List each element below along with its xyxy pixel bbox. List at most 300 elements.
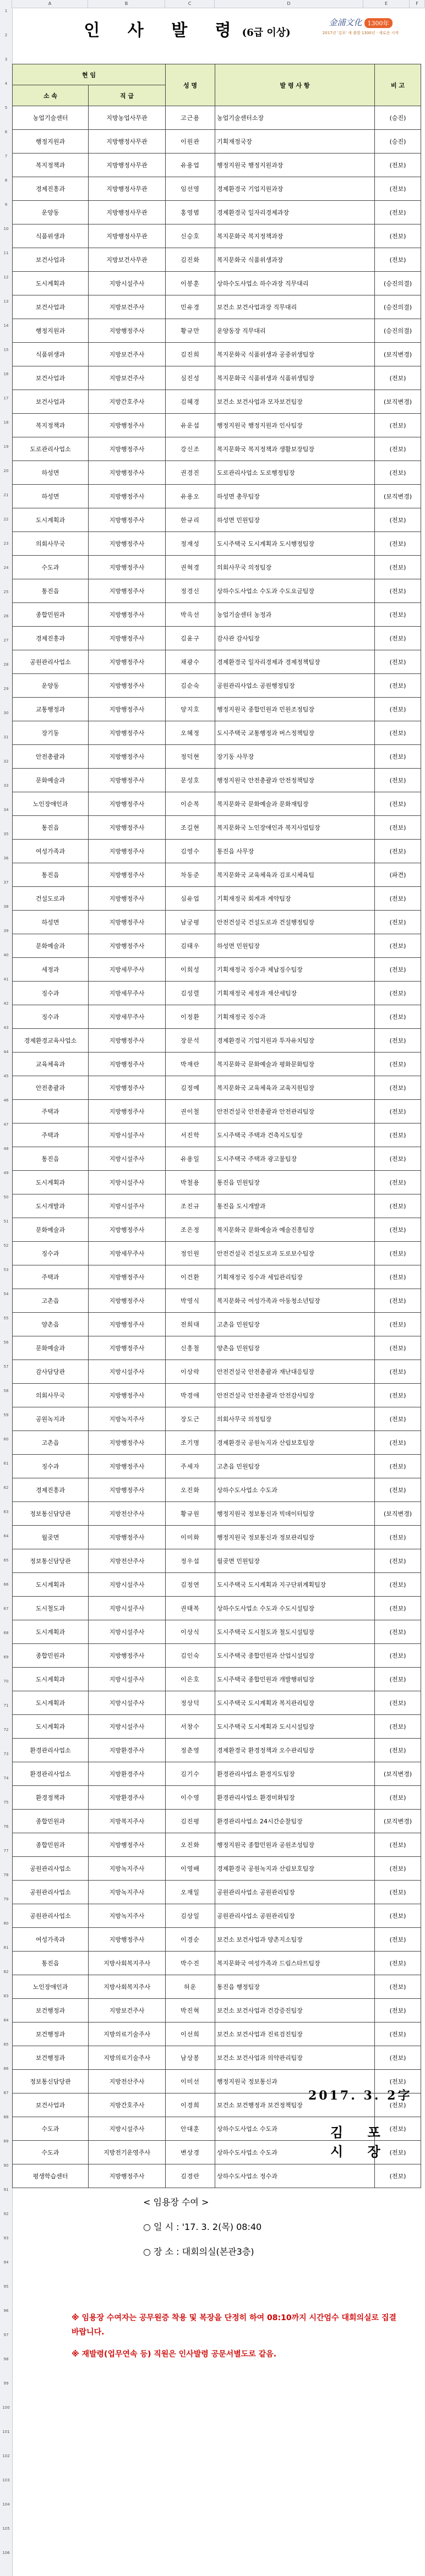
cell-remarks[interactable]: (전보) (375, 1053, 421, 1076)
cell-dept[interactable]: 보건사업과 (13, 248, 89, 272)
row-number[interactable]: 27 (3, 638, 9, 643)
cell-remarks[interactable]: (전보) (375, 1289, 421, 1313)
cell-rank[interactable]: 지방시설주사 (89, 1123, 166, 1147)
cell-name[interactable]: 허운 (166, 1975, 215, 1999)
cell-pos[interactable]: 기획재정국 세정과 재산세팀장 (215, 982, 375, 1005)
cell-rank[interactable]: 지방세무주사 (89, 982, 166, 1005)
row-number[interactable]: 100 (2, 2405, 10, 2410)
cell-pos[interactable]: 환경관리사업소 환경미화팀장 (215, 1786, 375, 1810)
cell-dept[interactable]: 평생학습센터 (13, 2164, 89, 2188)
cell-rank[interactable]: 지방보건주사 (89, 366, 166, 390)
cell-dept[interactable]: 하성면 (13, 485, 89, 508)
cell-dept[interactable]: 정보통신담당관 (13, 1502, 89, 1526)
cell-remarks[interactable]: (전보) (375, 1715, 421, 1739)
cell-name[interactable]: 박재란 (166, 1053, 215, 1076)
cell-name[interactable]: 황규만 (166, 319, 215, 343)
cell-dept[interactable]: 보건행정과 (13, 2046, 89, 2070)
cell-name[interactable]: 이정환 (166, 1005, 215, 1029)
cell-dept[interactable]: 정보통신담당관 (13, 1549, 89, 1573)
cell-rank[interactable]: 지방행정주사 (89, 627, 166, 650)
cell-rank[interactable]: 지방행정주사 (89, 887, 166, 911)
cell-rank[interactable]: 지방행정사무관 (89, 177, 166, 201)
cell-rank[interactable]: 지방시설주사 (89, 1194, 166, 1218)
cell-remarks[interactable]: (전보) (375, 1739, 421, 1762)
row-number[interactable]: 16 (3, 372, 9, 376)
cell-name[interactable]: 민유경 (166, 295, 215, 319)
row-number[interactable]: 5 (4, 106, 8, 110)
row-number[interactable]: 102 (2, 2454, 10, 2458)
cell-pos[interactable]: 도시주택국 도시철도과 철도시설팀장 (215, 1620, 375, 1644)
cell-dept[interactable]: 복지정책과 (13, 154, 89, 177)
cell-remarks[interactable]: (전보) (375, 792, 421, 816)
cell-pos[interactable]: 행정지원국 행정지원과 인사팀장 (215, 414, 375, 437)
cell-dept[interactable]: 공원녹지과 (13, 1407, 89, 1431)
cell-dept[interactable]: 노인장애인과 (13, 1975, 89, 1999)
cell-remarks[interactable]: (보직변경) (375, 343, 421, 366)
cell-name[interactable]: 권태복 (166, 1597, 215, 1620)
cell-rank[interactable]: 지방농업사무관 (89, 106, 166, 130)
column-letter[interactable]: C (165, 0, 215, 8)
cell-pos[interactable]: 행정지원국 정보통신과 빅데이터팀장 (215, 1502, 375, 1526)
cell-pos[interactable]: 복지문화국 문화예술과 평화문화팀장 (215, 1053, 375, 1076)
cell-remarks[interactable]: (전보) (375, 1336, 421, 1360)
row-number[interactable]: 92 (3, 2212, 9, 2216)
row-number[interactable]: 86 (3, 2067, 9, 2071)
cell-rank[interactable]: 지방행정주사 (89, 840, 166, 863)
row-number[interactable]: 29 (3, 687, 9, 691)
cell-name[interactable]: 박영식 (166, 1289, 215, 1313)
cell-remarks[interactable]: (승진의결) (375, 272, 421, 295)
cell-dept[interactable]: 통진읍 (13, 863, 89, 887)
row-number[interactable]: 104 (2, 2502, 10, 2507)
cell-pos[interactable]: 복지문화국 노인장애인과 복지사업팀장 (215, 816, 375, 840)
cell-remarks[interactable]: (전보) (375, 579, 421, 603)
select-all-corner[interactable] (0, 0, 12, 8)
cell-remarks[interactable]: (승진) (375, 106, 421, 130)
cell-dept[interactable]: 도시계획과 (13, 1573, 89, 1597)
cell-pos[interactable]: 의회사무국 의정팀장 (215, 556, 375, 579)
row-number[interactable]: 22 (3, 517, 9, 522)
cell-rank[interactable]: 지방전산주사 (89, 2070, 166, 2093)
cell-name[interactable]: 황규원 (166, 1502, 215, 1526)
row-number[interactable]: 96 (3, 2309, 9, 2313)
row-number[interactable]: 94 (3, 2260, 9, 2265)
row-number[interactable]: 50 (3, 1195, 9, 1199)
cell-remarks[interactable]: (전보) (375, 887, 421, 911)
cell-pos[interactable]: 보건소 보건사업과 모자보건팀장 (215, 390, 375, 414)
cell-rank[interactable]: 지방행정사무관 (89, 130, 166, 154)
row-number[interactable]: 43 (3, 1026, 9, 1030)
cell-remarks[interactable]: (전보) (375, 414, 421, 437)
cell-name[interactable]: 권경진 (166, 461, 215, 485)
cell-dept[interactable]: 수도과 (13, 2117, 89, 2141)
cell-pos[interactable]: 환경관리사업소 24시간순찰팀장 (215, 1810, 375, 1833)
row-number[interactable]: 9 (4, 202, 8, 207)
cell-pos[interactable]: 경제환경국 일자리경제과장 (215, 201, 375, 224)
cell-remarks[interactable]: (전보) (375, 1313, 421, 1336)
cell-remarks[interactable]: (전보) (375, 1526, 421, 1549)
cell-name[interactable]: 남궁평 (166, 911, 215, 934)
row-number[interactable]: 78 (3, 1873, 9, 1877)
cell-remarks[interactable]: (전보) (375, 1952, 421, 1975)
cell-name[interactable]: 유운섭 (166, 414, 215, 437)
cell-name[interactable]: 김영수 (166, 840, 215, 863)
cell-remarks[interactable]: (전보) (375, 2023, 421, 2046)
cell-dept[interactable]: 징수과 (13, 982, 89, 1005)
cell-name[interactable]: 홍영범 (166, 201, 215, 224)
row-number[interactable]: 28 (3, 662, 9, 667)
cell-pos[interactable]: 복지문화국 문화예술과 문화재팀장 (215, 792, 375, 816)
cell-pos[interactable]: 상하수도사업소 수도과 수도시설팀장 (215, 1597, 375, 1620)
cell-dept[interactable]: 주택과 (13, 1123, 89, 1147)
cell-rank[interactable]: 지방행정주사 (89, 461, 166, 485)
cell-remarks[interactable]: (전보) (375, 2093, 421, 2117)
cell-rank[interactable]: 지방전산주사 (89, 1549, 166, 1573)
cell-name[interactable]: 김정예 (166, 1076, 215, 1100)
header-rank[interactable]: 직 급 (89, 85, 166, 106)
cell-name[interactable]: 문성호 (166, 769, 215, 792)
cell-dept[interactable]: 공원관리사업소 (13, 1881, 89, 1904)
cell-rank[interactable]: 지방세무주사 (89, 958, 166, 982)
cell-pos[interactable]: 기획재정국 징수과 (215, 1005, 375, 1029)
cell-rank[interactable]: 지방행정주사 (89, 1644, 166, 1668)
row-number[interactable]: 75 (3, 1800, 9, 1805)
row-number[interactable]: 89 (3, 2139, 9, 2144)
cell-name[interactable]: 정상덕 (166, 1691, 215, 1715)
cell-dept[interactable]: 보건행정과 (13, 2023, 89, 2046)
row-number[interactable]: 4 (4, 81, 8, 86)
cell-remarks[interactable]: (보직변경) (375, 390, 421, 414)
cell-pos[interactable]: 경제환경국 공원녹지과 산림보호팀장 (215, 1431, 375, 1455)
cell-pos[interactable]: 환경관리사업소 환경지도팀장 (215, 1762, 375, 1786)
cell-name[interactable]: 김상일 (166, 1904, 215, 1928)
cell-pos[interactable]: 기획재정국 징수과 체납징수팀장 (215, 958, 375, 982)
cell-pos[interactable]: 양촌읍 민원팀장 (215, 1336, 375, 1360)
cell-remarks[interactable]: (전보) (375, 745, 421, 769)
row-number[interactable]: 103 (2, 2478, 10, 2482)
cell-rank[interactable]: 지방행정주사 (89, 2164, 166, 2188)
cell-pos[interactable]: 통진읍 민원팀장 (215, 1171, 375, 1194)
cell-remarks[interactable]: (전보) (375, 721, 421, 745)
header-dept[interactable]: 소 속 (13, 85, 89, 106)
cell-remarks[interactable]: (전보) (375, 366, 421, 390)
cell-rank[interactable]: 지방간호주사 (89, 390, 166, 414)
cell-name[interactable]: 신승호 (166, 224, 215, 248)
cell-dept[interactable]: 보건사업과 (13, 366, 89, 390)
cell-dept[interactable]: 도시계획과 (13, 508, 89, 532)
cell-dept[interactable]: 안전총괄과 (13, 1076, 89, 1100)
cell-pos[interactable]: 기획재정국 회계과 계약팀장 (215, 887, 375, 911)
cell-name[interactable]: 장문석 (166, 1029, 215, 1053)
column-letter[interactable]: B (88, 0, 165, 8)
cell-dept[interactable]: 운양동 (13, 674, 89, 698)
cell-name[interactable]: 정경신 (166, 579, 215, 603)
cell-remarks[interactable]: (전보) (375, 1360, 421, 1384)
cell-rank[interactable]: 지방사회복지주사 (89, 1952, 166, 1975)
cell-remarks[interactable]: (전보) (375, 1644, 421, 1668)
cell-remarks[interactable]: (전보) (375, 1123, 421, 1147)
cell-dept[interactable]: 도시개발과 (13, 1194, 89, 1218)
cell-name[interactable]: 이선희 (166, 2023, 215, 2046)
cell-dept[interactable]: 종합민원과 (13, 1644, 89, 1668)
cell-rank[interactable]: 지방행정주사 (89, 1431, 166, 1455)
cell-pos[interactable]: 행정지원국 종합민원과 민원조정팀장 (215, 698, 375, 721)
row-number[interactable]: 65 (3, 1558, 9, 1563)
cell-dept[interactable]: 세정과 (13, 958, 89, 982)
cell-rank[interactable]: 지방행정주사 (89, 721, 166, 745)
row-number[interactable]: 81 (3, 1945, 9, 1950)
cell-dept[interactable]: 도시계획과 (13, 1620, 89, 1644)
cell-pos[interactable]: 복지문화국 교육체육과 교육지원팀장 (215, 1076, 375, 1100)
cell-dept[interactable]: 문화예술과 (13, 934, 89, 958)
cell-name[interactable]: 이상락 (166, 1360, 215, 1384)
cell-remarks[interactable]: (승진의결) (375, 295, 421, 319)
cell-remarks[interactable]: (승진) (375, 130, 421, 154)
cell-pos[interactable]: 보건소 보건행정과 보건정책팀장 (215, 2093, 375, 2117)
cell-dept[interactable]: 양촌읍 (13, 1313, 89, 1336)
row-number[interactable]: 15 (3, 348, 9, 352)
row-number[interactable]: 32 (3, 759, 9, 764)
cell-rank[interactable]: 지방행정주사 (89, 485, 166, 508)
cell-rank[interactable]: 지방행정사무관 (89, 201, 166, 224)
cell-dept[interactable]: 주택과 (13, 1265, 89, 1289)
cell-remarks[interactable]: (전보) (375, 248, 421, 272)
row-number[interactable]: 46 (3, 1098, 9, 1103)
row-number[interactable]: 56 (3, 1340, 9, 1345)
cell-name[interactable]: 장도근 (166, 1407, 215, 1431)
cell-rank[interactable]: 지방행정주사 (89, 911, 166, 934)
cell-rank[interactable]: 지방행정주사 (89, 698, 166, 721)
row-number[interactable]: 85 (3, 2042, 9, 2047)
cell-pos[interactable]: 하성면 민원팀장 (215, 508, 375, 532)
cell-name[interactable]: 유용일 (166, 1147, 215, 1171)
cell-rank[interactable]: 지방행정주사 (89, 1833, 166, 1857)
cell-rank[interactable]: 지방행정주사 (89, 934, 166, 958)
cell-pos[interactable]: 고촌읍 민원팀장 (215, 1313, 375, 1336)
cell-rank[interactable]: 지방시설주사 (89, 1668, 166, 1691)
cell-name[interactable]: 권혁경 (166, 556, 215, 579)
cell-name[interactable]: 김인숙 (166, 1644, 215, 1668)
cell-pos[interactable]: 복지문화국 교육체육과 김포시체육팀 (215, 863, 375, 887)
cell-pos[interactable]: 행정지원국 정보통신과 정보관리팀장 (215, 1526, 375, 1549)
cell-remarks[interactable]: (전보) (375, 1407, 421, 1431)
cell-name[interactable]: 박경애 (166, 1384, 215, 1407)
cell-rank[interactable]: 지방시설주사 (89, 1360, 166, 1384)
cell-name[interactable]: 양지호 (166, 698, 215, 721)
cell-remarks[interactable]: (전보) (375, 532, 421, 556)
row-number[interactable]: 61 (3, 1461, 9, 1466)
row-number[interactable]: 1 (4, 9, 8, 13)
header-order[interactable]: 발 령 사 항 (215, 64, 375, 106)
cell-rank[interactable]: 지방시설주사 (89, 1715, 166, 1739)
cell-name[interactable]: 주세자 (166, 1455, 215, 1478)
row-number[interactable]: 62 (3, 1486, 9, 1490)
cell-name[interactable]: 김기수 (166, 1762, 215, 1786)
cell-name[interactable]: 조길현 (166, 816, 215, 840)
cell-rank[interactable]: 지방보건주사 (89, 1999, 166, 2023)
cell-name[interactable]: 김진희 (166, 343, 215, 366)
cell-remarks[interactable]: (전보) (375, 224, 421, 248)
row-number[interactable]: 52 (3, 1243, 9, 1248)
row-number[interactable]: 33 (3, 783, 9, 788)
cell-dept[interactable]: 종합민원과 (13, 1833, 89, 1857)
cell-name[interactable]: 정인원 (166, 1242, 215, 1265)
row-number[interactable]: 20 (3, 469, 9, 473)
row-number[interactable]: 88 (3, 2115, 9, 2119)
cell-name[interactable]: 신흥철 (166, 1336, 215, 1360)
cell-rank[interactable]: 지방환경주사 (89, 1762, 166, 1786)
row-number[interactable]: 60 (3, 1437, 9, 1442)
cell-pos[interactable]: 보건소 보건사업과 건강증진팀장 (215, 1999, 375, 2023)
cell-remarks[interactable]: (전보) (375, 934, 421, 958)
row-number[interactable]: 95 (3, 2284, 9, 2289)
cell-name[interactable]: 이상식 (166, 1620, 215, 1644)
row-number[interactable]: 106 (2, 2551, 10, 2555)
row-number[interactable]: 38 (3, 905, 9, 909)
cell-dept[interactable]: 도시계획과 (13, 1171, 89, 1194)
column-letter[interactable]: F (410, 0, 425, 8)
cell-remarks[interactable]: (전보) (375, 1218, 421, 1242)
row-number[interactable]: 76 (3, 1824, 9, 1829)
cell-remarks[interactable]: (전보) (375, 1549, 421, 1573)
cell-pos[interactable]: 도시주택국 교통행정과 버스정책팀장 (215, 721, 375, 745)
cell-dept[interactable]: 주택과 (13, 1100, 89, 1123)
cell-name[interactable]: 이수영 (166, 1786, 215, 1810)
cell-rank[interactable]: 지방행정주사 (89, 1455, 166, 1478)
row-number[interactable]: 10 (3, 227, 9, 231)
cell-rank[interactable]: 지방행정주사 (89, 1526, 166, 1549)
cell-dept[interactable]: 보건사업과 (13, 2093, 89, 2117)
row-number[interactable]: 2 (4, 33, 8, 37)
cell-dept[interactable]: 도시철도과 (13, 1597, 89, 1620)
cell-rank[interactable]: 지방행정주사 (89, 650, 166, 674)
row-number[interactable]: 67 (3, 1607, 9, 1611)
cell-dept[interactable]: 문화예술과 (13, 769, 89, 792)
cell-remarks[interactable]: (전보) (375, 201, 421, 224)
cell-remarks[interactable]: (전보) (375, 1005, 421, 1029)
cell-pos[interactable]: 도로관리사업소 도로행정팀장 (215, 461, 375, 485)
cell-rank[interactable]: 지방행정주사 (89, 1313, 166, 1336)
cell-name[interactable]: 이영배 (166, 1857, 215, 1881)
column-letter[interactable]: E (363, 0, 410, 8)
row-number[interactable]: 71 (3, 1703, 9, 1708)
cell-remarks[interactable]: (전보) (375, 698, 421, 721)
cell-pos[interactable]: 행정지원국 안전총괄과 안전정책팀장 (215, 769, 375, 792)
cell-pos[interactable]: 복지문화국 여성가족과 드림스타트팀장 (215, 1952, 375, 1975)
cell-name[interactable]: 김진화 (166, 248, 215, 272)
cell-pos[interactable]: 상하수도사업소 수도과 (215, 2141, 375, 2164)
row-number[interactable]: 12 (3, 275, 9, 279)
cell-name[interactable]: 정재성 (166, 532, 215, 556)
row-number-gutter[interactable] (0, 8, 13, 2576)
cell-dept[interactable]: 보건사업과 (13, 295, 89, 319)
cell-name[interactable]: 오재일 (166, 1881, 215, 1904)
cell-rank[interactable]: 지방행정사무관 (89, 154, 166, 177)
cell-dept[interactable]: 정보통신담당관 (13, 2070, 89, 2093)
cell-dept[interactable]: 종합민원과 (13, 603, 89, 627)
cell-pos[interactable]: 복지문화국 식품위생과장 (215, 248, 375, 272)
cell-name[interactable]: 김순숙 (166, 674, 215, 698)
cell-rank[interactable]: 지방행정주사 (89, 863, 166, 887)
cell-dept[interactable]: 통진읍 (13, 1147, 89, 1171)
row-number[interactable]: 98 (3, 2357, 9, 2361)
cell-pos[interactable]: 안전건설국 건설도로과 도로보수팀장 (215, 1242, 375, 1265)
cell-pos[interactable]: 도시주택국 주택과 건축지도팀장 (215, 1123, 375, 1147)
cell-rank[interactable]: 지방행정주사 (89, 414, 166, 437)
cell-remarks[interactable]: (전보) (375, 1928, 421, 1952)
cell-rank[interactable]: 지방보건주사 (89, 295, 166, 319)
header-current[interactable]: 현 임 (13, 64, 166, 85)
cell-name[interactable]: 박수진 (166, 1952, 215, 1975)
cell-remarks[interactable]: (전보) (375, 1620, 421, 1644)
cell-dept[interactable]: 운양동 (13, 201, 89, 224)
cell-name[interactable]: 고근용 (166, 106, 215, 130)
cell-rank[interactable]: 지방행정주사 (89, 1076, 166, 1100)
cell-pos[interactable]: 농업기술센터소장 (215, 106, 375, 130)
cell-dept[interactable]: 환경관리사업소 (13, 1739, 89, 1762)
cell-remarks[interactable]: (전보) (375, 154, 421, 177)
cell-rank[interactable]: 지방보건사무관 (89, 248, 166, 272)
cell-remarks[interactable]: (전보) (375, 1668, 421, 1691)
cell-rank[interactable]: 지방녹지주사 (89, 1881, 166, 1904)
cell-remarks[interactable]: (전보) (375, 627, 421, 650)
cell-remarks[interactable]: (전보) (375, 1881, 421, 1904)
cell-dept[interactable]: 행정지원과 (13, 130, 89, 154)
cell-dept[interactable]: 도시계획과 (13, 1715, 89, 1739)
cell-dept[interactable]: 농업기술센터 (13, 106, 89, 130)
cell-remarks[interactable]: (전보) (375, 2141, 421, 2164)
cell-pos[interactable]: 운양동장 직무대리 (215, 319, 375, 343)
cell-pos[interactable]: 경제환경국 기업지원과장 (215, 177, 375, 201)
cell-pos[interactable]: 안전건설국 안전총괄과 안전감사팀장 (215, 1384, 375, 1407)
cell-rank[interactable]: 지방세무주사 (89, 1005, 166, 1029)
cell-remarks[interactable]: (보직변경) (375, 1762, 421, 1786)
cell-remarks[interactable]: (전보) (375, 177, 421, 201)
cell-dept[interactable]: 의회사무국 (13, 1384, 89, 1407)
row-number[interactable]: 93 (3, 2236, 9, 2240)
cell-name[interactable]: 이봉훈 (166, 272, 215, 295)
row-number[interactable]: 34 (3, 808, 9, 812)
cell-rank[interactable]: 지방녹지주사 (89, 1904, 166, 1928)
cell-remarks[interactable]: (전보) (375, 1478, 421, 1502)
row-number[interactable]: 69 (3, 1655, 9, 1659)
cell-rank[interactable]: 지방녹지주사 (89, 1857, 166, 1881)
cell-dept[interactable]: 징수과 (13, 1455, 89, 1478)
row-number[interactable]: 23 (3, 541, 9, 546)
cell-name[interactable]: 안대훈 (166, 2117, 215, 2141)
cell-dept[interactable]: 공원관리사업소 (13, 650, 89, 674)
cell-pos[interactable]: 보건소 보건사업과 진료검진팀장 (215, 2023, 375, 2046)
row-number[interactable]: 79 (3, 1897, 9, 1901)
cell-dept[interactable]: 의회사무국 (13, 532, 89, 556)
cell-dept[interactable]: 고촌읍 (13, 1289, 89, 1313)
cell-name[interactable]: 김성렬 (166, 982, 215, 1005)
cell-pos[interactable]: 행정지원국 정보통신과 (215, 2070, 375, 2093)
cell-name[interactable]: 강신조 (166, 437, 215, 461)
cell-rank[interactable]: 지방행정주사 (89, 792, 166, 816)
row-number[interactable]: 39 (3, 929, 9, 933)
cell-name[interactable]: 박진혁 (166, 1999, 215, 2023)
cell-name[interactable]: 김윤구 (166, 627, 215, 650)
cell-pos[interactable]: 통진읍 행정팀장 (215, 1975, 375, 1999)
row-number[interactable]: 35 (3, 832, 9, 836)
cell-rank[interactable]: 지방시설주사 (89, 1620, 166, 1644)
row-number[interactable]: 47 (3, 1122, 9, 1127)
row-number[interactable]: 7 (4, 154, 8, 158)
cell-remarks[interactable]: (보직변경) (375, 1810, 421, 1833)
cell-rank[interactable]: 지방행정주사 (89, 1029, 166, 1053)
row-number[interactable]: 26 (3, 614, 9, 618)
